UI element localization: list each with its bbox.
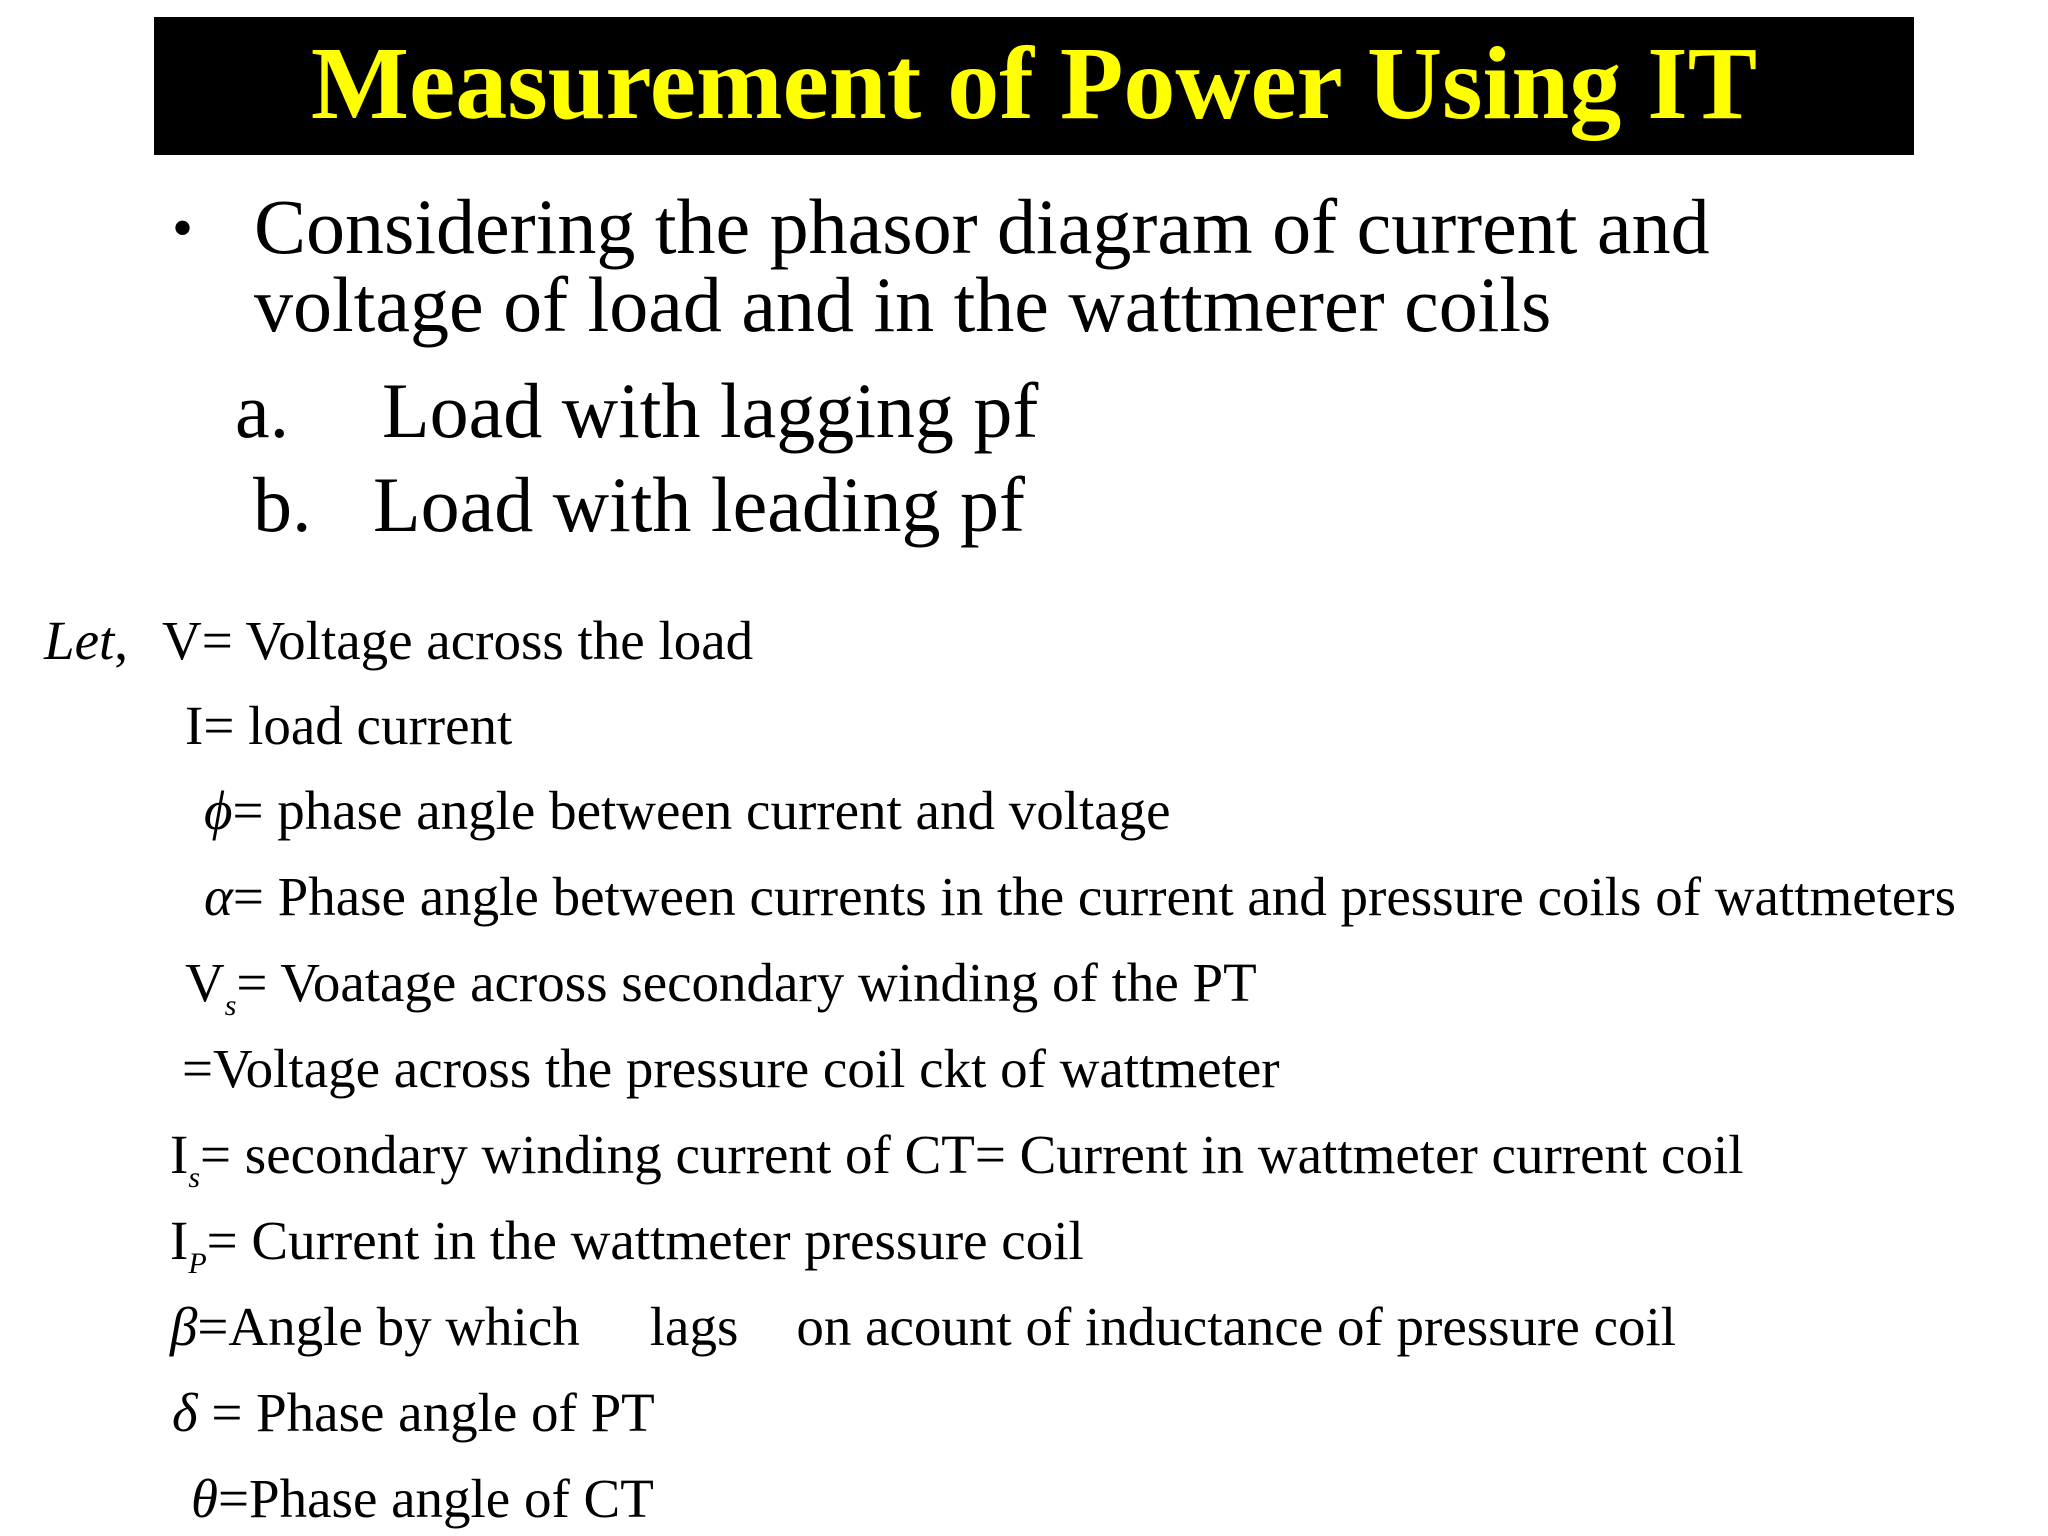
definition-text: = load current	[203, 695, 513, 756]
definition-delta	[172, 1382, 655, 1443]
definition-text: = secondary winding current of CT= Current in wattmeter current coil	[200, 1124, 1744, 1185]
definition-phi	[204, 780, 1171, 841]
symbol-phi: ϕ	[204, 780, 233, 841]
bullet-marker: •	[172, 195, 194, 261]
symbol-i: I	[185, 695, 204, 756]
definition-text: on acount of inductance of pressure coil	[796, 1296, 1677, 1357]
symbol-i: I	[170, 1124, 189, 1185]
symbol-alpha: α	[204, 866, 233, 927]
definition-i	[185, 695, 513, 756]
definition-vs	[185, 952, 1257, 1022]
definition-vs-continued	[182, 1038, 1280, 1099]
definition-text: = Voltage across the load	[201, 610, 754, 671]
definition-text: =Angle by which	[197, 1296, 580, 1357]
title-banner	[154, 17, 1914, 155]
subscript-p: P	[188, 1247, 207, 1280]
sub-item-marker: a.	[235, 367, 290, 454]
symbol-i: I	[170, 1210, 189, 1271]
sub-item-a	[235, 367, 1039, 454]
definition-let-v: Let, V= Voltage across the load	[44, 610, 754, 671]
definition-is	[170, 1124, 1744, 1194]
subscript-s: s	[224, 989, 237, 1022]
definition-text: = Phase angle of PT	[197, 1382, 655, 1443]
definition-text: = Phase angle between currents in the current and pressure coils of wattmeters	[232, 866, 1957, 927]
sub-item-text: Load with lagging pf	[382, 367, 1039, 454]
symbol-v: V	[185, 952, 225, 1013]
definition-text: = Current in the wattmeter pressure coil	[206, 1210, 1084, 1271]
let-label: Let	[44, 610, 115, 671]
definition-alpha	[204, 866, 1957, 927]
bullet-text: Considering the phasor diagram of current and voltage of load and in the wattmerer coils	[254, 183, 1710, 348]
definition-text: = Voatage across secondary winding of the PT	[236, 952, 1257, 1013]
subscript-s: s	[188, 1161, 201, 1194]
definition-text: =Voltage across the pressure coil ckt of wattmeter	[182, 1038, 1280, 1099]
definition-text: lags	[649, 1296, 739, 1357]
definition-theta	[191, 1468, 654, 1529]
definition-beta	[170, 1296, 1677, 1357]
symbol-beta: β	[170, 1296, 198, 1357]
sub-item-b	[253, 461, 1025, 548]
symbol-delta: δ	[172, 1382, 198, 1443]
definition-text: =Phase angle of CT	[218, 1468, 654, 1529]
sub-item-marker: b.	[253, 461, 312, 548]
slide-title: Measurement of Power Using IT	[310, 26, 1758, 141]
symbol-theta: θ	[191, 1468, 219, 1529]
sub-item-text: Load with leading pf	[373, 461, 1025, 548]
symbol-v: V	[162, 610, 202, 671]
definition-text: = phase angle between current and voltage	[232, 780, 1171, 841]
definition-ip	[170, 1210, 1084, 1280]
